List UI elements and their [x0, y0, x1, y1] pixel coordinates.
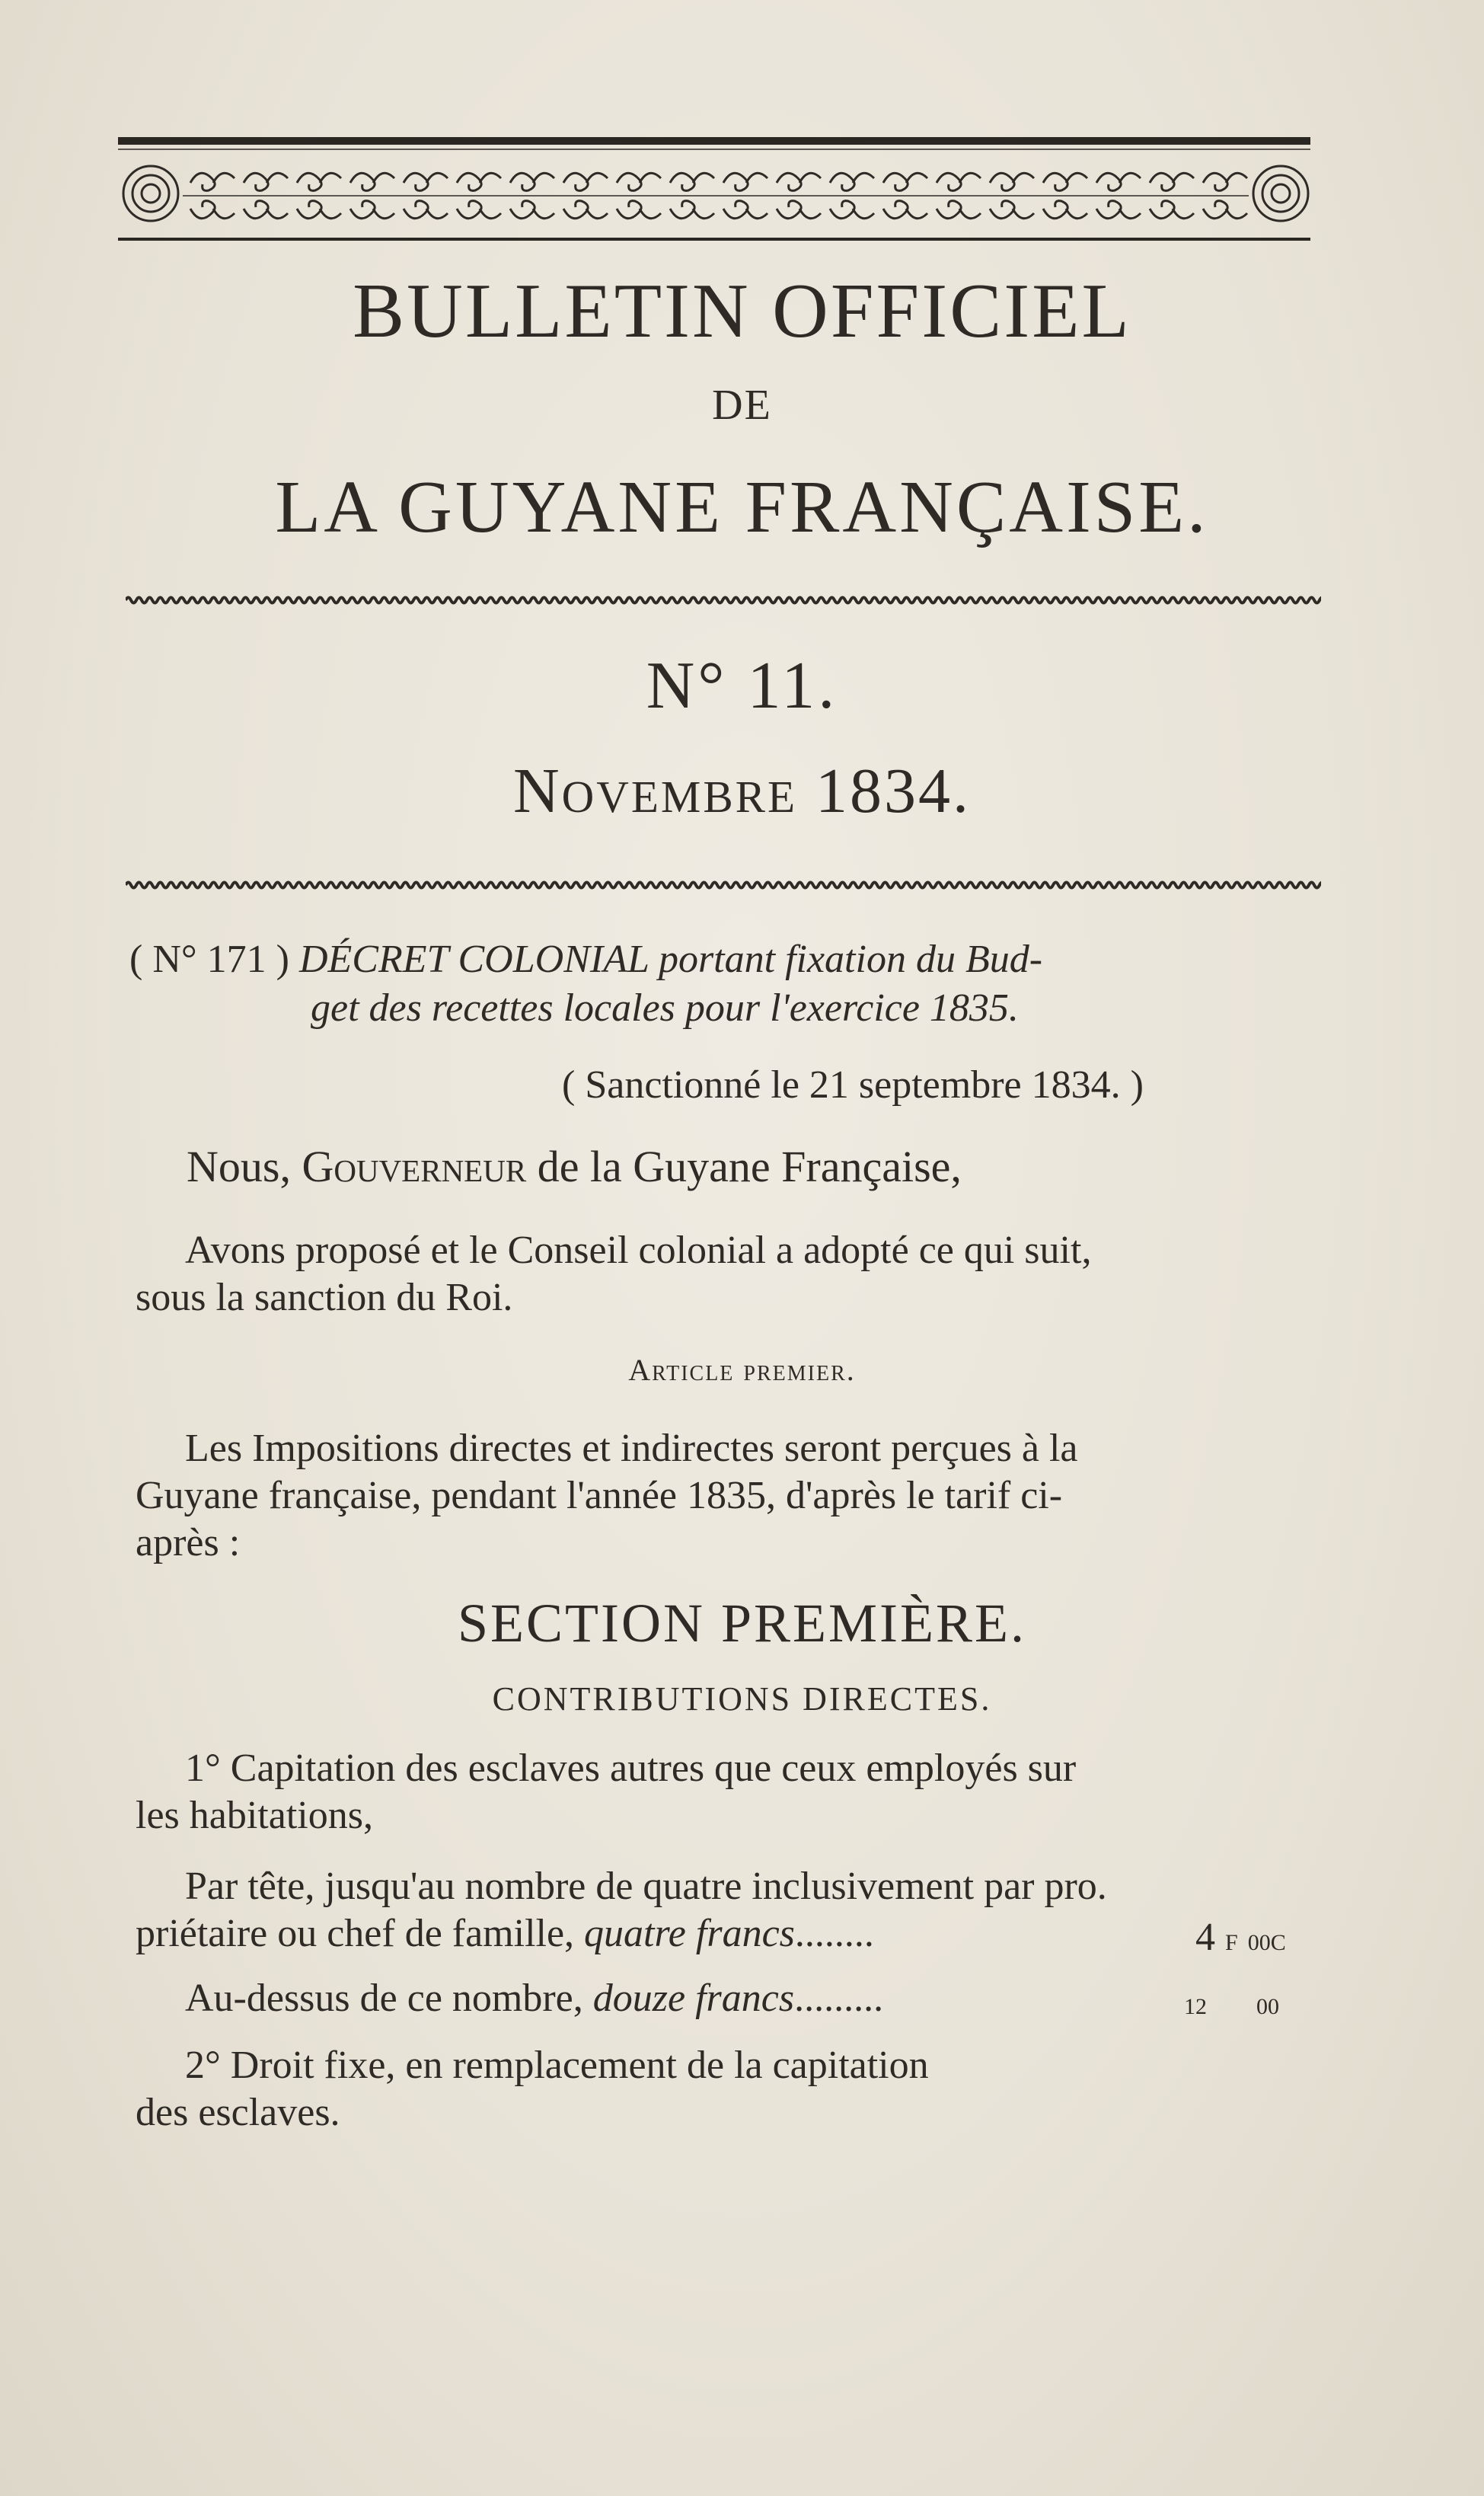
- wavy-divider: [126, 593, 1321, 608]
- capitation-line1: 1° Capitation des esclaves autres que ceux employés sur: [185, 1747, 1077, 1790]
- bulletin-title-guyane: LA GUYANE FRANÇAISE.: [275, 466, 1209, 548]
- contributions-heading: CONTRIBUTIONS DIRECTES.: [492, 1680, 992, 1718]
- preamble-avons-line1: Avons proposé et le Conseil colonial a adopté ce qui suit,: [185, 1229, 1092, 1272]
- par-tete-line1: Par tête, jusqu'au nombre de quatre inclusivement par pro.: [185, 1865, 1107, 1908]
- au-dessus-line: Au-dessus de ce nombre, douze francs.........: [185, 1977, 884, 2020]
- wavy-divider: [126, 877, 1321, 893]
- section-heading: SECTION PREMIÈRE.: [457, 1593, 1027, 1654]
- decree-sanction: ( Sanctionné le 21 septembre 1834. ): [562, 1063, 1144, 1107]
- article-text-line3: après :: [136, 1521, 241, 1564]
- article-text-line2: Guyane française, pendant l'année 1835, d'après le tarif ci-: [136, 1474, 1063, 1517]
- decree-title: DÉCRET COLONIAL portant fixation du Bud-: [298, 938, 1043, 981]
- header-rule-bottom: [118, 238, 1310, 241]
- header-rule-thin: [118, 149, 1310, 150]
- bulletin-title-de: DE: [712, 382, 772, 429]
- par-tete-line2: priétaire ou chef de famille, quatre francs........: [136, 1912, 874, 1955]
- capitation-line2: les habitations,: [136, 1794, 373, 1837]
- header-rule-thick: [118, 137, 1310, 145]
- article-heading: Article premier.: [628, 1353, 856, 1387]
- preamble-avons-line2: sous la sanction du Roi.: [136, 1276, 513, 1319]
- par-tete-amount: 4 F 00C: [1195, 1916, 1286, 1959]
- decree-title-line1: [129, 935, 1042, 984]
- droit-fixe-line2: des esclaves.: [136, 2091, 340, 2134]
- article-text-line1: Les Impositions directes et indirectes seront perçues à la: [185, 1427, 1078, 1470]
- ornament-band: [114, 152, 1317, 235]
- bulletin-title: BULLETIN OFFICIEL: [353, 268, 1131, 354]
- droit-fixe-line1: 2° Droit fixe, en remplacement de la capitation: [185, 2044, 929, 2087]
- decree-number: ( N° 171 ): [129, 938, 289, 981]
- au-dessus-amount: 12 00: [1184, 1994, 1279, 2019]
- issue-date: Novembre 1834.: [512, 756, 972, 826]
- decree-title-line2: get des recettes locales pour l'exercice 1835.: [311, 986, 1019, 1030]
- preamble-nous: Nous, Gouverneur de la Guyane Française,: [187, 1142, 962, 1191]
- issue-number: N° 11.: [646, 649, 838, 723]
- gouverneur-word: Gouverneur: [302, 1142, 527, 1191]
